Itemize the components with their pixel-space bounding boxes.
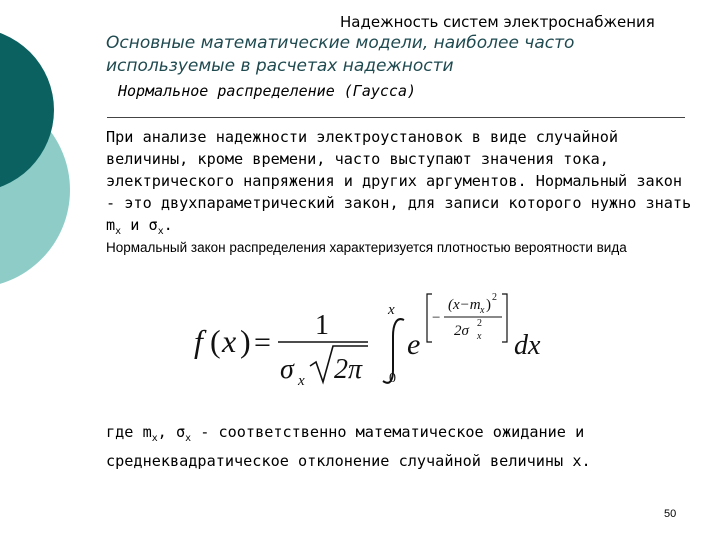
sigma-subscript: x [157,226,164,238]
exp-numerator: (x−m [448,297,481,313]
formula-upper-limit: x [388,302,395,318]
formula-equals: = [254,326,271,359]
formula-sqrt-body: 2π [334,354,363,385]
exp-numerator-sub: x [480,305,485,316]
definition-text-c: - соответственно математическое ожидание и среднеквадратическое отклонение случайной величины x. [106,423,591,471]
exp-denominator: 2σ [454,323,469,339]
formula-sigma: σ [280,354,294,385]
exp-right-bracket [502,294,507,342]
intro-period: . [163,216,173,234]
formula-sigma-sub: x [298,373,305,389]
section-title: Нормальное распределение (Гаусса) [118,82,417,100]
formula-f: f [194,323,203,359]
exp-denominator-sub: x [477,331,482,342]
formula-rparen: ) [240,323,251,359]
intro-paragraph [106,126,696,243]
mx-subscript: x [115,226,122,238]
density-paragraph: Нормальный закон распределения характеризуется плотностью вероятности вида [106,240,627,255]
subtitle-line-2: используемые в расчетах надежности [106,56,454,76]
slide-header: Надежность систем электроснабжения [340,13,655,31]
formula-e: e [407,328,421,361]
exp-numerator-close: ) [486,297,491,313]
normal-distribution-formula [190,284,570,394]
slide-subtitle [106,32,666,78]
page-number: 50 [664,508,677,520]
exp-minus-sign: − [432,310,441,326]
definition-text-a: где m [106,423,152,441]
exp-numerator-power: 2 [492,292,497,303]
mx-subscript-2: x [151,433,158,445]
intro-and-sigma: и σ [121,216,158,234]
definition-paragraph [106,421,696,472]
formula-lower-limit: 0 [389,371,396,386]
formula-dx: dx [514,330,541,361]
divider-line [107,117,685,118]
sigma-subscript-2: x [185,433,192,445]
definition-text-b: , σ [157,423,186,441]
formula-numerator: 1 [315,310,329,341]
exp-denominator-power: 2 [477,318,482,329]
formula-x-arg: x [222,323,237,359]
subtitle-line-1: Основные математические модели, наиболее часто [106,33,575,53]
decorative-circles [0,0,100,300]
intro-text: При анализе надежности электроустановок в виде случайной величины, кроме времени, часто выступают значения тока, электрического напряжения и других аргументов. Нормальный закон - это двухпараметрический закон, для записи которого нужно знать m [106,128,692,234]
formula-lparen: ( [210,323,221,359]
